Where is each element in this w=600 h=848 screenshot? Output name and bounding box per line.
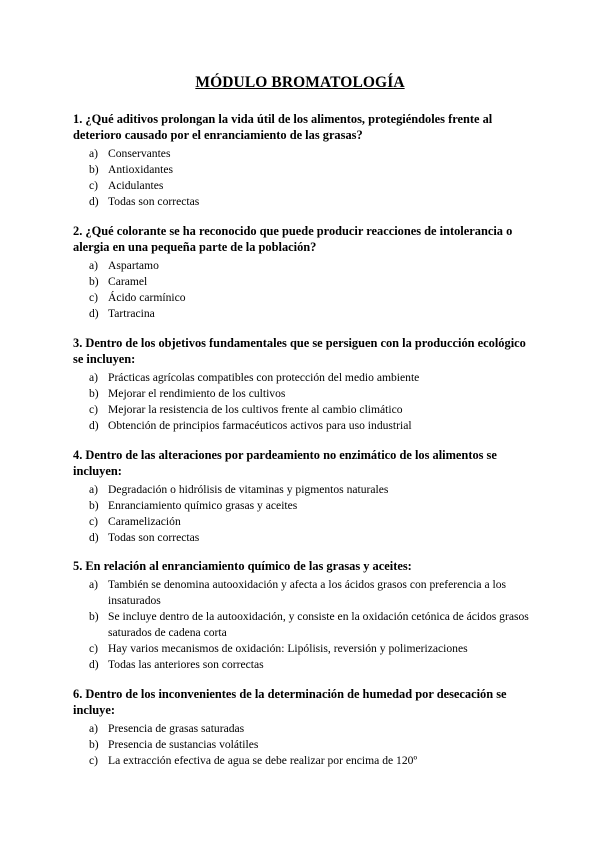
option-text: Antioxidantes <box>108 163 174 176</box>
answer-option <box>73 306 535 322</box>
answer-options <box>73 370 535 434</box>
option-letter: d) <box>89 658 99 671</box>
option-letter: b) <box>89 387 99 400</box>
answer-option <box>73 530 535 546</box>
option-text: Degradación o hidrólisis de vitaminas y pigmentos naturales <box>108 483 389 496</box>
answer-option <box>73 370 535 386</box>
answer-option <box>73 753 535 769</box>
page-title: MÓDULO BROMATOLOGÍA <box>195 74 405 91</box>
option-letter: b) <box>89 163 99 176</box>
option-letter: b) <box>89 499 99 512</box>
answer-option <box>73 609 535 641</box>
option-letter: a) <box>89 371 99 384</box>
question-4 <box>73 447 535 546</box>
option-text: Caramelización <box>108 515 181 528</box>
option-letter: d) <box>89 195 99 208</box>
option-letter: c) <box>89 291 99 304</box>
option-text: Obtención de principios farmacéuticos activos para uso industrial <box>108 419 412 432</box>
answer-option <box>73 402 535 418</box>
option-letter: a) <box>89 578 99 591</box>
answer-option <box>73 721 535 737</box>
answer-option <box>73 146 535 162</box>
option-letter: d) <box>89 419 99 432</box>
answer-option <box>73 290 535 306</box>
option-text: Todas son correctas <box>108 531 200 544</box>
option-text: Aspartamo <box>108 259 159 272</box>
option-text: Ácido carmínico <box>108 291 186 304</box>
option-text: Se incluye dentro de la autooxidación, y consiste en la oxidación cetónica de ácidos grasos saturados de cadena corta <box>108 610 529 639</box>
option-letter: c) <box>89 403 99 416</box>
question-5 <box>73 558 535 673</box>
answer-option <box>73 498 535 514</box>
option-letter: c) <box>89 642 99 655</box>
question-3 <box>73 335 535 434</box>
question-text: 6. Dentro de los inconvenientes de la determinación de humedad por desecación se incluye: <box>73 687 507 717</box>
option-text: Hay varios mecanismos de oxidación: Lipólisis, reversión y polimerizaciones <box>108 642 468 655</box>
option-text: También se denomina autooxidación y afecta a los ácidos grasos con preferencia a los insaturados <box>108 578 507 607</box>
option-text: Presencia de grasas saturadas <box>108 722 245 735</box>
answer-options <box>73 577 535 673</box>
option-letter: a) <box>89 147 99 160</box>
answer-option <box>73 514 535 530</box>
answer-option <box>73 162 535 178</box>
answer-options <box>73 146 535 210</box>
option-text: Caramel <box>108 275 148 288</box>
answer-option <box>73 737 535 753</box>
option-text: La extracción efectiva de agua se debe realizar por encima de 120º <box>108 754 418 767</box>
answer-option <box>73 258 535 274</box>
answer-option <box>73 178 535 194</box>
answer-option <box>73 194 535 210</box>
answer-option <box>73 577 535 609</box>
answer-option <box>73 274 535 290</box>
option-text: Enranciamiento químico grasas y aceites <box>108 499 298 512</box>
answer-options <box>73 482 535 546</box>
answer-options <box>73 721 535 769</box>
option-text: Todas son correctas <box>108 195 200 208</box>
option-text: Presencia de sustancias volátiles <box>108 738 259 751</box>
option-letter: a) <box>89 483 99 496</box>
option-letter: a) <box>89 722 99 735</box>
option-letter: a) <box>89 259 99 272</box>
answer-option <box>73 418 535 434</box>
option-letter: c) <box>89 515 99 528</box>
option-letter: b) <box>89 275 99 288</box>
option-text: Mejorar el rendimiento de los cultivos <box>108 387 286 400</box>
question-text: 5. En relación al enranciamiento químico de las grasas y aceites: <box>73 559 412 573</box>
answer-option <box>73 657 535 673</box>
question-text: 1. ¿Qué aditivos prolongan la vida útil de los alimentos, protegiéndoles frente al deterioro causado por el enranciamiento de las grasas? <box>73 112 493 142</box>
option-letter: c) <box>89 754 99 767</box>
answer-options <box>73 258 535 322</box>
option-text: Conservantes <box>108 147 171 160</box>
question-6 <box>73 686 535 769</box>
option-letter: b) <box>89 738 99 751</box>
option-text: Todas las anteriores son correctas <box>108 658 264 671</box>
answer-option <box>73 386 535 402</box>
question-1 <box>73 111 535 210</box>
question-text: 4. Dentro de las alteraciones por pardeamiento no enzimático de los alimentos se incluyen: <box>73 448 497 478</box>
option-text: Acidulantes <box>108 179 164 192</box>
option-letter: d) <box>89 531 99 544</box>
question-text: 2. ¿Qué colorante se ha reconocido que puede producir reacciones de intolerancia o alergia en una pequeña parte de la población? <box>73 224 513 254</box>
option-letter: d) <box>89 307 99 320</box>
option-letter: b) <box>89 610 99 623</box>
question-2 <box>73 223 535 322</box>
option-text: Tartracina <box>108 307 155 320</box>
answer-option <box>73 482 535 498</box>
question-text: 3. Dentro de los objetivos fundamentales que se persiguen con la producción ecológico se incluyen: <box>73 336 526 366</box>
answer-option <box>73 641 535 657</box>
option-text: Prácticas agrícolas compatibles con protección del medio ambiente <box>108 371 420 384</box>
option-letter: c) <box>89 179 99 192</box>
option-text: Mejorar la resistencia de los cultivos frente al cambio climático <box>108 403 403 416</box>
